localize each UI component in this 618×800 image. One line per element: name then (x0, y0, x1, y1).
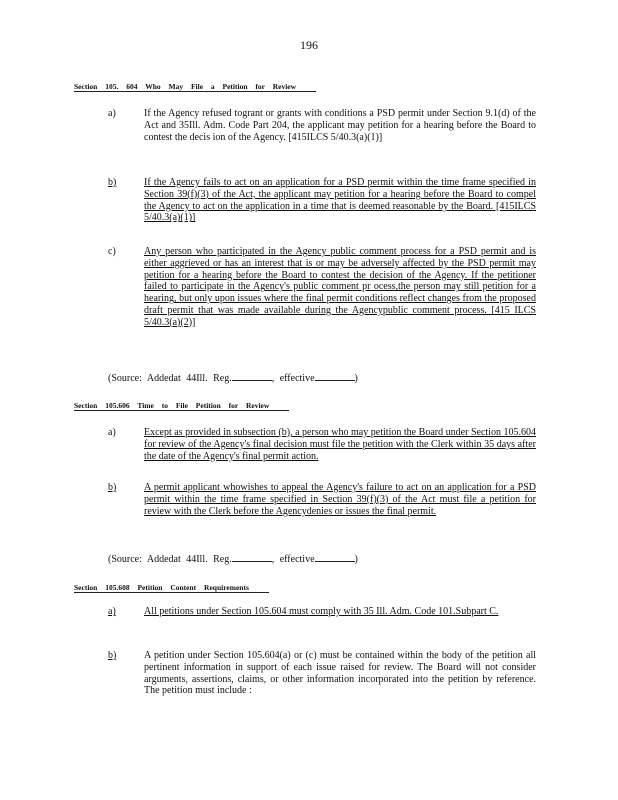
section-604-item-b (108, 177, 536, 237)
section-606-item-b (108, 482, 536, 542)
section-604-item-a (108, 108, 536, 168)
section-604-heading: Section 105. 604 Who May File a Petition for Review (74, 82, 316, 92)
section-606-item-a (108, 427, 536, 475)
blank-line (315, 371, 355, 381)
section-604-source-note: (Source: Addedat 44Ill. Reg. , effective ) (108, 373, 358, 384)
blank-line (232, 371, 272, 381)
section-606-heading: Section 105.606 Time to File Petition for Review (74, 401, 289, 411)
section-604-item-c (108, 246, 536, 358)
item-text: A petition under Section 105.604(a) or (c) must be contained within the body of the petition all pertinent information in support of each issue raised for review. The Board will not consider arguments, assertions, claims, or other information incorporated into the petition by reference. The petition must include : (144, 650, 536, 697)
section-608-item-a (108, 606, 536, 636)
page-number: 196 (300, 38, 318, 52)
blank-line (315, 552, 355, 562)
item-text: Except as provided in subsection (b), a person who may petition the Board under Section 105.604 for review of the Agency's final decision must file the petition with the Clerk within 35 days after the date of the Agency's final permit action. (144, 427, 536, 462)
item-text: A permit applicant whowishes to appeal the Agency's failure to act on an application for a PSD permit within the time frame specified in Section 39(f)(3) of the Act must file a petition for review with the Clerk before the Agencydenies or issues the final permit. (144, 482, 536, 517)
item-label: b) (108, 482, 117, 493)
section-608-heading: Section 105.608 Petition Content Requirements (74, 583, 269, 593)
item-label: c) (108, 246, 116, 257)
item-label: a) (108, 606, 116, 617)
section-608-item-b (108, 650, 536, 710)
item-label: b) (108, 650, 117, 661)
item-label: b) (108, 177, 117, 188)
item-text: Any person who participated in the Agency public comment process for a PSD permit and is either aggrieved or has an interest that is or may be adversely affected by the PSD permit may petition for a hearing before the Board to contest the decision of the Agency. If the petitioner failed to participate in the Agency's public comment pr ocess,the person may still petition for a hearing, but only upon issues where the final permit conditions reflect changes from the proposed draft permit that was made available during the Agencypublic comment process. [415 ILCS 5/40.3(a)(2)] (144, 246, 536, 328)
blank-line (232, 552, 272, 562)
section-606-source-note: (Source: Addedat 44Ill. Reg. , effective ) (108, 554, 358, 565)
item-text: If the Agency fails to act on an application for a PSD permit within the time frame specified in Section 39(f)(3) of the Act, the applicant may petition for a hearing before the Board to compel the Agency to act on the application in a time that is deemed reasonable by the Board. [415ILCS 5/40.3(a)(1)] (144, 177, 536, 224)
item-label: a) (108, 427, 116, 438)
item-text: All petitions under Section 105.604 must comply with 35 Ill. Adm. Code 101.Subpart C. (144, 606, 499, 617)
item-label: a) (108, 108, 116, 119)
item-text: If the Agency refused togrant or grants with conditions a PSD permit under Section 9.1(d) of the Act and 35Ill. Adm. Code Part 204, the applicant may petition for a hearing before the Board to contest the decis ion of the Agency. [415ILCS 5/40.3(a)(1)] (144, 108, 536, 143)
